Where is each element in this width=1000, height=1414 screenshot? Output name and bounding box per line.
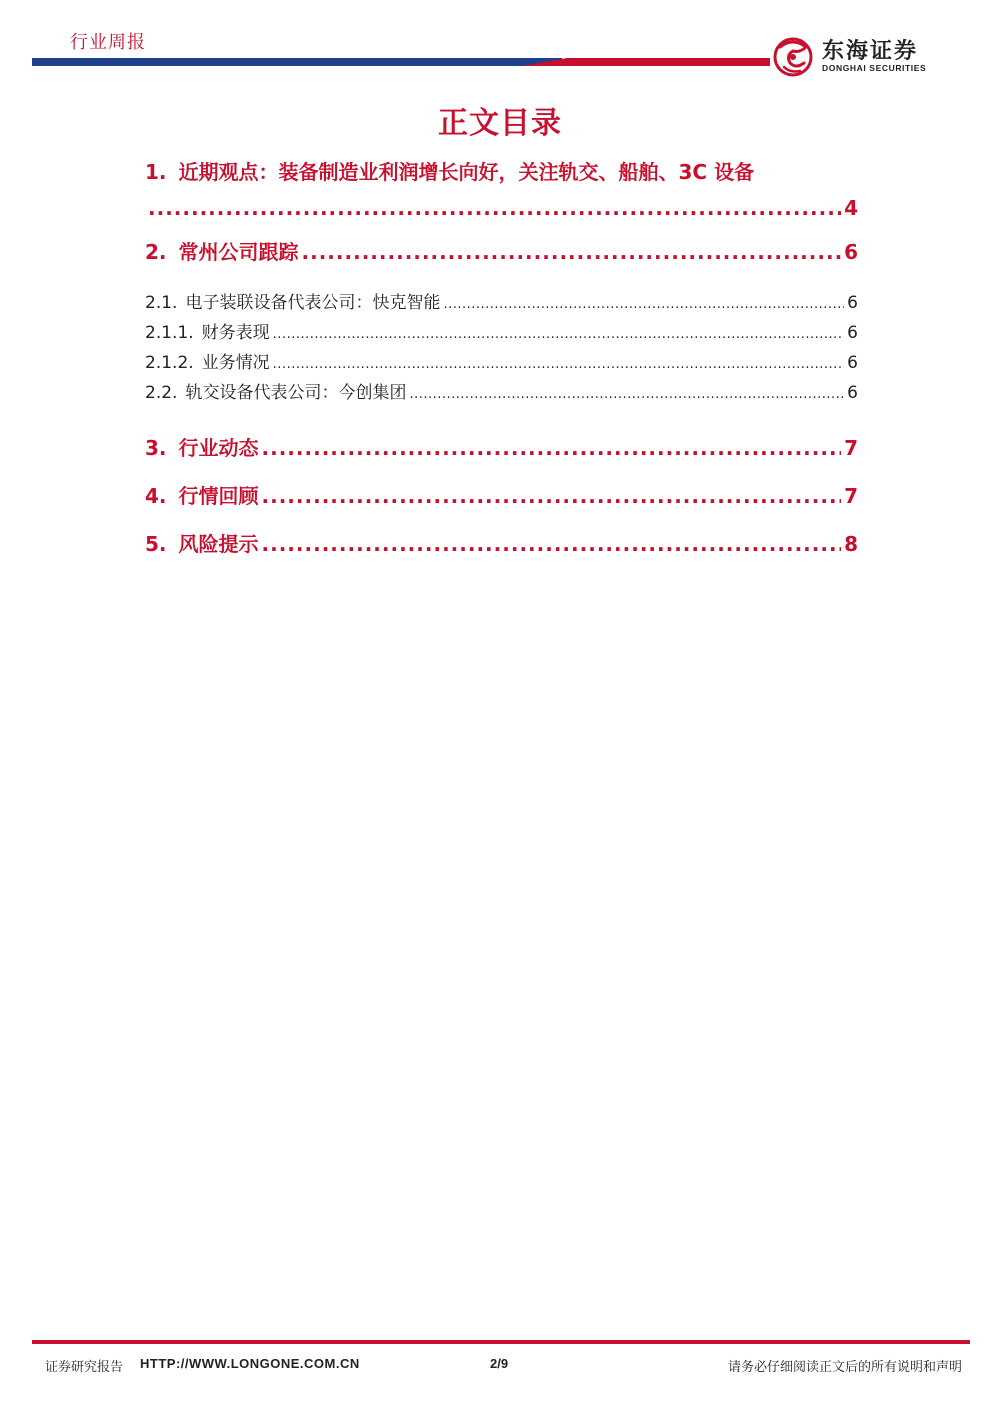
toc-entry-page: 7 [844,436,858,460]
dot-leader [273,318,845,350]
report-type-label: 行业周报 [70,32,146,53]
toc-entry-page: 6 [847,293,858,313]
toc-entry-1[interactable] [145,152,858,192]
toc-entry-number: 2.2. [145,383,178,403]
toc-entry-text: 财务表现 [201,323,270,343]
footer-bar-red [32,1340,970,1344]
toc-entry-page: 4 [844,196,858,220]
toc-entry-text: 行情回顾 [178,484,259,508]
footer-disclaimer: 请务必仔细阅读正文后的所有说明和声明 [727,1360,962,1375]
toc-entry-text: 风险提示 [178,532,259,556]
toc-entry-number: 4. [145,484,167,508]
toc-entry-page: 6 [844,240,858,264]
toc-entry-number: 2.1. [145,293,178,313]
toc-entry-4[interactable] [145,472,858,520]
toc-entry-text: 电子装联设备代表公司：快克智能 [185,293,441,313]
footer-page-number: 2/9 [490,1356,509,1371]
company-logo [770,30,970,82]
header-bar-blue [32,58,562,66]
dot-leader [262,520,842,568]
table-of-contents [145,152,858,568]
toc-entry-text: 业务情况 [201,353,270,373]
dragon-logo-icon [770,33,816,79]
toc-entry-page: 8 [844,532,858,556]
dot-leader [273,348,845,380]
footer-report-label: 证券研究报告 [45,1360,124,1375]
toc-entry-number: 2.1.2. [145,353,194,373]
toc-entry-1-leader[interactable] [145,192,858,224]
toc-entry-2-1-2[interactable] [145,348,858,378]
toc-entry-page: 7 [844,484,858,508]
toc-entry-2-1[interactable] [145,288,858,318]
toc-entry-number: 1. [145,160,167,184]
dot-leader [262,472,842,520]
logo-english-name: DONGHAI SECURITIES [822,63,927,73]
toc-entry-page: 6 [847,383,858,403]
toc-entry-number: 5. [145,532,167,556]
dot-leader [262,424,842,472]
toc-entry-number: 2.1.1. [145,323,194,343]
dot-leader [443,288,844,320]
toc-entry-page: 6 [847,323,858,343]
toc-entry-text: 常州公司跟踪 [178,240,299,264]
dot-leader [409,378,844,410]
toc-entry-text: 行业动态 [178,436,259,460]
toc-entry-page: 6 [847,353,858,373]
toc-entry-3[interactable] [145,424,858,472]
toc-entry-2-1-1[interactable] [145,318,858,348]
logo-chinese-name: 东海证券 [822,38,919,64]
footer-bar [32,1340,970,1344]
toc-entry-number: 3. [145,436,167,460]
toc-title: 正文目录 [438,106,562,141]
dot-leader [148,192,841,224]
footer-website-link[interactable]: HTTP://WWW.LONGONE.COM.CN [140,1356,360,1371]
toc-entry-text: 轨交设备代表公司：今创集团 [185,383,407,403]
toc-entry-5[interactable] [145,520,858,568]
toc-entry-2[interactable] [145,226,858,278]
toc-entry-number: 2. [145,240,167,264]
dot-leader [302,226,842,278]
toc-entry-2-2[interactable] [145,378,858,408]
toc-entry-text: 近期观点：装备制造业利润增长向好，关注轨交、船舶、3C 设备 [178,160,755,184]
